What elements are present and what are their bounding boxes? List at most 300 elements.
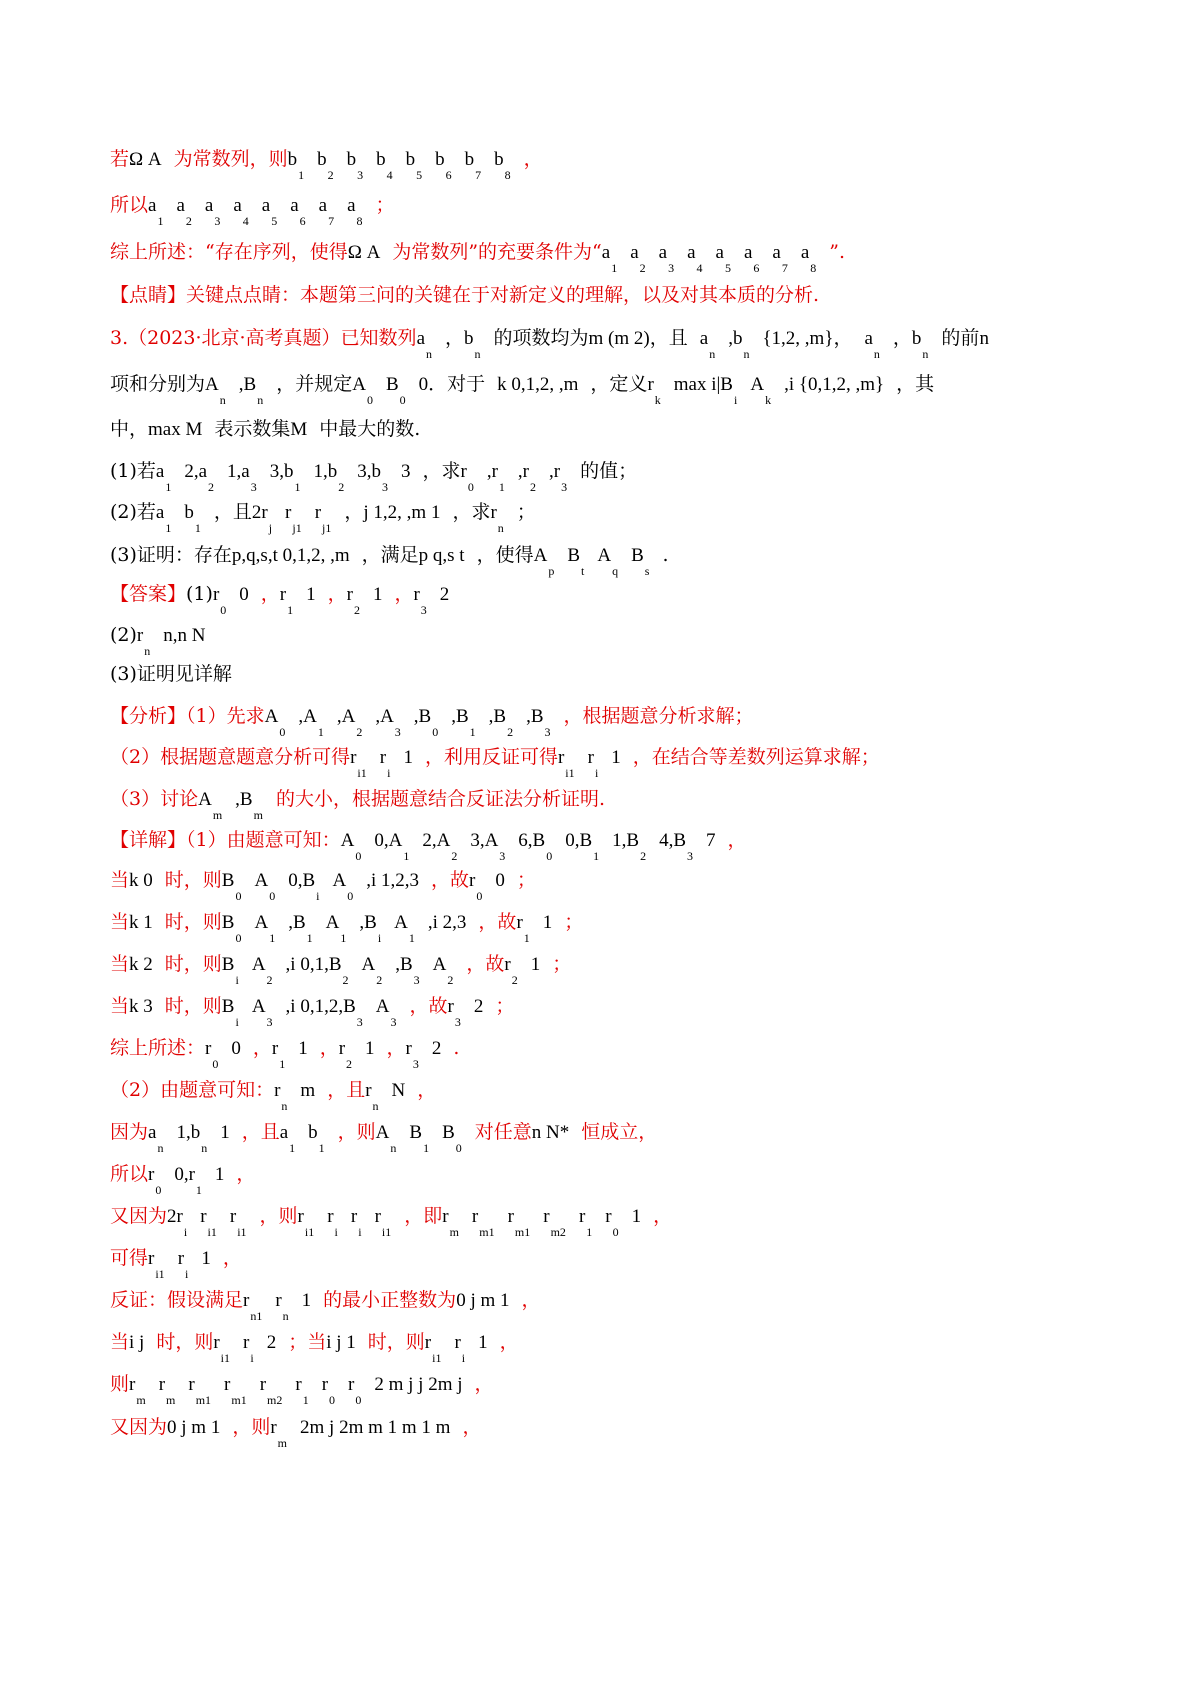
math-fragment <box>340 829 363 863</box>
fragment-text: A <box>361 954 376 975</box>
fragment-text: r <box>578 1206 586 1227</box>
fragment-text: r <box>424 1332 432 1353</box>
text-fragment <box>404 1205 442 1227</box>
subscript: i <box>316 889 320 903</box>
math-fragment <box>275 1289 289 1323</box>
fragment-text: B <box>442 1122 455 1143</box>
fragment-text: r <box>471 1206 479 1227</box>
math-fragment <box>308 1121 326 1155</box>
math-fragment <box>395 953 420 987</box>
math-fragment <box>416 327 433 361</box>
math-fragment <box>148 1247 166 1281</box>
fragment-text: n <box>979 328 989 349</box>
fragment-text: A <box>251 954 266 975</box>
subscript: 7 <box>328 214 335 228</box>
fragment-text: k 0,1,2, ,m <box>497 374 579 395</box>
subscript: 3 <box>544 725 551 739</box>
subscript: t <box>581 564 585 578</box>
math-fragment <box>327 1205 339 1239</box>
fragment-text: r <box>243 1290 250 1311</box>
text-fragment <box>110 1373 129 1395</box>
math-fragment <box>348 1373 362 1407</box>
math-fragment <box>379 746 392 780</box>
math-fragment <box>366 869 419 893</box>
fragment-text: 当 <box>110 1331 130 1353</box>
math-fragment <box>288 911 313 945</box>
math-fragment <box>285 995 364 1029</box>
math-fragment <box>306 583 316 607</box>
fragment-text: b <box>346 149 357 170</box>
subscript: 2 <box>338 480 345 494</box>
fragment-text: r <box>148 1164 155 1185</box>
text-fragment <box>110 995 129 1017</box>
math-fragment <box>251 953 274 987</box>
text-line-l13 <box>110 662 232 686</box>
fragment-text: ； <box>564 911 584 933</box>
math-fragment <box>188 1373 212 1407</box>
subscript: n <box>372 1099 379 1113</box>
text-fragment <box>500 1331 519 1353</box>
math-fragment <box>392 1079 406 1103</box>
subscript: 3 <box>357 168 364 182</box>
text-fragment <box>110 1121 148 1143</box>
text-line-l18 <box>110 868 536 903</box>
subscript: 1 <box>611 261 618 275</box>
subscript: 1 <box>403 849 410 863</box>
math-fragment <box>347 194 363 228</box>
subscript: n <box>390 1141 397 1155</box>
subscript: m <box>136 1393 146 1407</box>
text-fragment <box>431 869 469 891</box>
math-fragment <box>198 788 223 822</box>
subscript: i <box>358 1225 362 1239</box>
fragment-text: r <box>490 502 497 523</box>
text-line-l21 <box>110 994 515 1029</box>
math-fragment <box>279 583 294 617</box>
math-fragment <box>314 501 333 535</box>
math-fragment <box>464 148 483 182</box>
text-line-l6 <box>110 372 935 407</box>
fragment-text: r <box>275 1290 282 1311</box>
math-fragment <box>464 327 482 361</box>
text-line-l23 <box>110 1078 437 1113</box>
subscript: 2 <box>640 849 647 863</box>
fragment-text: 综上所述： <box>110 1037 206 1059</box>
text-fragment <box>320 1037 339 1059</box>
math-fragment <box>376 148 394 182</box>
fragment-text: 0 <box>495 870 505 891</box>
text-fragment <box>110 1163 148 1185</box>
subscript: 1 <box>317 725 324 739</box>
text-fragment <box>110 1289 243 1311</box>
text-fragment <box>517 869 536 891</box>
subscript: 2 <box>451 849 458 863</box>
math-fragment <box>533 544 556 578</box>
fragment-text: 7 <box>706 830 716 851</box>
math-fragment <box>129 869 153 893</box>
text-fragment <box>186 583 213 605</box>
fragment-text: B <box>567 545 581 566</box>
math-fragment <box>507 1205 532 1239</box>
subscript: j1 <box>322 521 332 535</box>
math-fragment <box>611 746 621 770</box>
subscript: 2 <box>353 603 360 617</box>
subscript: 1 <box>165 521 172 535</box>
math-fragment <box>658 241 675 275</box>
fragment-text: r <box>129 1374 136 1395</box>
subscript: 3 <box>413 973 420 987</box>
fragment-text: 1 <box>542 912 553 933</box>
subscript: m1 <box>195 1393 212 1407</box>
subscript: j1 <box>292 521 302 535</box>
subscript: 0 <box>355 1393 362 1407</box>
fragment-text: ， <box>236 1163 256 1185</box>
fragment-text: 对任意 <box>474 1121 532 1143</box>
fragment-text: ， <box>260 583 280 605</box>
subscript: n <box>144 644 151 658</box>
math-fragment <box>300 1079 315 1103</box>
math-fragment <box>565 829 600 863</box>
math-fragment <box>471 1205 496 1239</box>
text-fragment <box>186 829 341 851</box>
math-fragment <box>578 1205 593 1239</box>
subscript: n <box>219 393 226 407</box>
fragment-text: ，并规定 <box>276 373 353 395</box>
math-fragment <box>251 995 274 1029</box>
math-fragment <box>325 911 348 945</box>
fragment-text: (2)若 <box>110 501 156 523</box>
text-fragment <box>110 624 137 646</box>
subscript: 2 <box>639 261 646 275</box>
text-fragment <box>517 501 536 523</box>
fragment-text: ， <box>892 327 912 349</box>
text-line-l9 <box>110 500 536 535</box>
fragment-text: 则 <box>110 1373 130 1395</box>
fragment-text: 【点睛】关键点点睛：本题第三问的关键在于对新定义的理解，以及对其本质的分析. <box>110 284 820 306</box>
math-fragment <box>504 953 518 987</box>
fragment-text: M <box>290 419 308 440</box>
fragment-text: 若 <box>110 148 130 170</box>
math-fragment <box>526 705 551 739</box>
fragment-text: B <box>221 954 235 975</box>
subscript: 1 <box>408 931 415 945</box>
subscript: m <box>212 808 223 822</box>
fragment-text: 0,r <box>174 1164 195 1185</box>
fragment-text: ，在结合等差数列运算求解； <box>632 746 880 768</box>
fragment-text: 时，则 <box>164 953 222 975</box>
math-fragment <box>254 869 276 903</box>
fragment-text: Ω A <box>347 242 381 263</box>
math-fragment <box>495 869 505 893</box>
text-fragment <box>338 1121 376 1143</box>
fragment-text: 【详解】 <box>110 829 187 851</box>
fragment-text: ，定义 <box>590 373 648 395</box>
math-fragment <box>518 829 553 863</box>
fragment-text: r <box>270 1417 277 1438</box>
fragment-text: ； <box>375 194 395 216</box>
fragment-text: r <box>365 1080 372 1101</box>
subscript: 1 <box>195 1183 202 1197</box>
subscript: 7 <box>781 261 788 275</box>
math-fragment <box>699 327 716 361</box>
fragment-text: 项和分别为 <box>110 373 206 395</box>
text-fragment <box>494 327 589 349</box>
subscript: i1 <box>207 1225 217 1239</box>
fragment-text: ，根据题意分析求解； <box>563 705 754 727</box>
fragment-text: b <box>435 149 445 170</box>
text-line-l8 <box>110 459 638 494</box>
subscript: n <box>922 347 929 361</box>
fragment-text: r <box>321 1374 329 1395</box>
fragment-text: 当 <box>110 953 130 975</box>
fragment-text: ,B <box>413 706 432 727</box>
text-line-l22 <box>110 1036 460 1071</box>
subscript: 0 <box>355 849 362 863</box>
fragment-text: b <box>464 149 475 170</box>
fragment-text: (1)若 <box>110 460 156 482</box>
fragment-text: p q,s t <box>418 545 465 566</box>
text-line-l26 <box>110 1204 673 1239</box>
subscript: 4 <box>386 168 393 182</box>
subscript: 3 <box>454 1015 461 1029</box>
fragment-text: 【分析】 <box>110 705 187 727</box>
fragment-text: ,i 1,2,3 <box>366 870 419 891</box>
text-fragment <box>362 544 419 566</box>
fragment-text: 2 m j j 2m j <box>374 1374 463 1395</box>
text-fragment <box>633 746 880 768</box>
fragment-text: 1,B <box>612 830 640 851</box>
text-fragment <box>829 241 845 263</box>
text-fragment <box>409 995 447 1017</box>
fragment-text: r <box>516 912 523 933</box>
fragment-text: ,b <box>728 328 743 349</box>
fragment-text: 3,b <box>269 461 294 482</box>
text-fragment <box>477 544 534 566</box>
math-fragment <box>177 1247 190 1281</box>
math-fragment <box>285 953 350 987</box>
fragment-text: 1 <box>301 1290 312 1311</box>
fragment-text: B <box>221 912 235 933</box>
fragment-text: 0 <box>231 1038 241 1059</box>
subscript: i <box>387 766 391 780</box>
text-fragment <box>110 1079 274 1101</box>
math-fragment <box>313 460 345 494</box>
subscript: 0 <box>455 1141 462 1155</box>
math-fragment <box>630 241 646 275</box>
math-fragment <box>298 1037 308 1061</box>
math-fragment <box>409 1121 430 1155</box>
math-fragment <box>229 1205 248 1239</box>
fragment-text: 2 <box>431 1038 442 1059</box>
text-fragment <box>110 583 186 605</box>
math-fragment <box>365 1037 375 1061</box>
fragment-text: ,A <box>336 706 356 727</box>
subscript: i <box>235 1015 239 1029</box>
subscript: 0 <box>279 725 286 739</box>
math-fragment <box>413 705 439 739</box>
fragment-text: a <box>261 195 271 216</box>
text-fragment <box>110 663 232 685</box>
fragment-text: ,i 0,1,B <box>285 954 342 975</box>
fragment-text: r <box>413 584 420 605</box>
math-fragment <box>184 460 215 494</box>
fragment-text: ； <box>495 995 515 1017</box>
math-fragment <box>136 624 151 658</box>
subscript: 8 <box>810 261 817 275</box>
math-fragment <box>451 705 476 739</box>
text-fragment <box>223 1247 242 1269</box>
fragment-text: ， <box>222 1247 242 1269</box>
subscript: 3 <box>499 849 506 863</box>
fragment-text: ,B <box>235 789 253 810</box>
fragment-text: 2 <box>439 584 450 605</box>
math-fragment <box>374 829 410 863</box>
fragment-text: 2m j 2m m 1 m 1 m <box>300 1417 451 1438</box>
math-fragment <box>326 1331 356 1355</box>
fragment-text: ,A <box>298 706 317 727</box>
fragment-text: a <box>800 242 810 263</box>
text-fragment <box>581 1121 657 1143</box>
fragment-text: ,B <box>238 374 257 395</box>
fragment-text: ，故 <box>431 869 470 891</box>
math-fragment <box>405 1037 420 1071</box>
fragment-text: . <box>453 1037 460 1059</box>
fragment-text: 1 <box>631 1206 642 1227</box>
subscript: 2 <box>208 480 215 494</box>
fragment-text: a <box>148 195 157 216</box>
subscript: i1 <box>304 1225 315 1239</box>
fragment-text: ， <box>462 1416 482 1438</box>
math-fragment <box>346 583 361 617</box>
subscript: 2 <box>447 973 454 987</box>
fragment-text: 的前 <box>941 327 980 349</box>
fragment-text: ，求 <box>452 501 491 523</box>
text-line-l4 <box>110 283 819 307</box>
math-fragment <box>394 911 416 945</box>
math-fragment <box>155 460 172 494</box>
math-fragment <box>375 1121 398 1155</box>
fragment-text: B <box>221 996 235 1017</box>
fragment-text: r <box>460 461 467 482</box>
math-fragment <box>215 1163 225 1187</box>
fragment-text: ，求 <box>422 460 461 482</box>
text-fragment <box>291 241 348 263</box>
text-fragment <box>522 1289 541 1311</box>
text-fragment <box>452 501 490 523</box>
math-fragment <box>567 544 585 578</box>
fragment-text: r <box>212 584 220 605</box>
math-fragment <box>155 501 172 535</box>
fragment-text: r <box>442 1206 449 1227</box>
subscript: 2 <box>327 168 334 182</box>
text-fragment <box>165 869 222 891</box>
text-fragment <box>327 1079 365 1101</box>
text-fragment <box>394 583 413 605</box>
fragment-text: 0,B <box>565 830 593 851</box>
fragment-text: a <box>864 328 873 349</box>
text-line-l3 <box>110 240 846 275</box>
fragment-text: ，则 <box>232 1416 271 1438</box>
subscript: 1 <box>306 931 313 945</box>
fragment-text: 时，则 <box>164 911 222 933</box>
fragment-text: r <box>295 1374 302 1395</box>
fragment-text: 1 <box>372 584 383 605</box>
math-fragment <box>176 194 192 228</box>
math-fragment <box>419 373 486 397</box>
fragment-text: ， <box>499 1331 519 1353</box>
fragment-text: ，故 <box>409 995 448 1017</box>
fragment-text: b <box>464 328 474 349</box>
text-fragment <box>276 788 605 810</box>
text-fragment <box>653 1205 672 1227</box>
fragment-text: (2) <box>110 624 137 646</box>
text-fragment <box>110 327 417 349</box>
fragment-text: a <box>772 242 781 263</box>
math-fragment <box>232 544 350 568</box>
math-fragment <box>298 705 324 739</box>
subscript: 6 <box>753 261 760 275</box>
subscript: 2 <box>342 973 349 987</box>
text-line-l10 <box>110 543 669 578</box>
fragment-text: ， <box>727 829 747 851</box>
subscript: 4 <box>242 214 249 228</box>
math-fragment <box>375 995 398 1029</box>
math-fragment <box>543 1205 567 1239</box>
text-fragment <box>174 148 288 170</box>
math-fragment <box>243 1289 263 1323</box>
fragment-text: a <box>290 195 299 216</box>
math-fragment <box>205 1037 219 1071</box>
fragment-text: ，且 <box>241 1121 280 1143</box>
fragment-text: r <box>557 747 565 768</box>
subscript: m1 <box>479 1225 495 1239</box>
text-fragment <box>475 1121 532 1143</box>
fragment-text: r <box>346 584 353 605</box>
text-fragment <box>495 995 514 1017</box>
subscript: 3 <box>390 1015 397 1029</box>
fragment-text: a <box>687 242 696 263</box>
subscript: 1 <box>302 1393 309 1407</box>
subscript: n <box>281 1099 288 1113</box>
subscript: 1 <box>298 168 305 182</box>
subscript: 0 <box>476 889 483 903</box>
text-fragment <box>110 148 129 170</box>
math-fragment <box>772 241 788 275</box>
math-fragment <box>385 373 407 407</box>
fragment-text: ，则 <box>259 1205 298 1227</box>
fragment-text: 所以 <box>110 194 149 216</box>
fragment-text: r <box>374 1206 381 1227</box>
fragment-text: r <box>454 1332 461 1353</box>
math-fragment <box>205 373 227 407</box>
fragment-text: ， <box>523 148 543 170</box>
text-fragment <box>110 241 291 263</box>
math-fragment <box>361 953 384 987</box>
fragment-text: ， <box>386 1037 406 1059</box>
subscript: 1 <box>287 603 294 617</box>
fragment-text: ,B <box>359 912 377 933</box>
subscript: 3 <box>381 480 388 494</box>
fragment-text: ，使得 <box>476 544 534 566</box>
subscript: 2 <box>529 480 536 494</box>
subscript: 7 <box>475 168 482 182</box>
subscript: q <box>612 564 619 578</box>
math-fragment <box>405 148 424 182</box>
subscript: 0 <box>269 889 276 903</box>
math-fragment <box>440 583 450 607</box>
subscript: m2 <box>550 1225 566 1239</box>
text-line-l24 <box>110 1120 658 1155</box>
